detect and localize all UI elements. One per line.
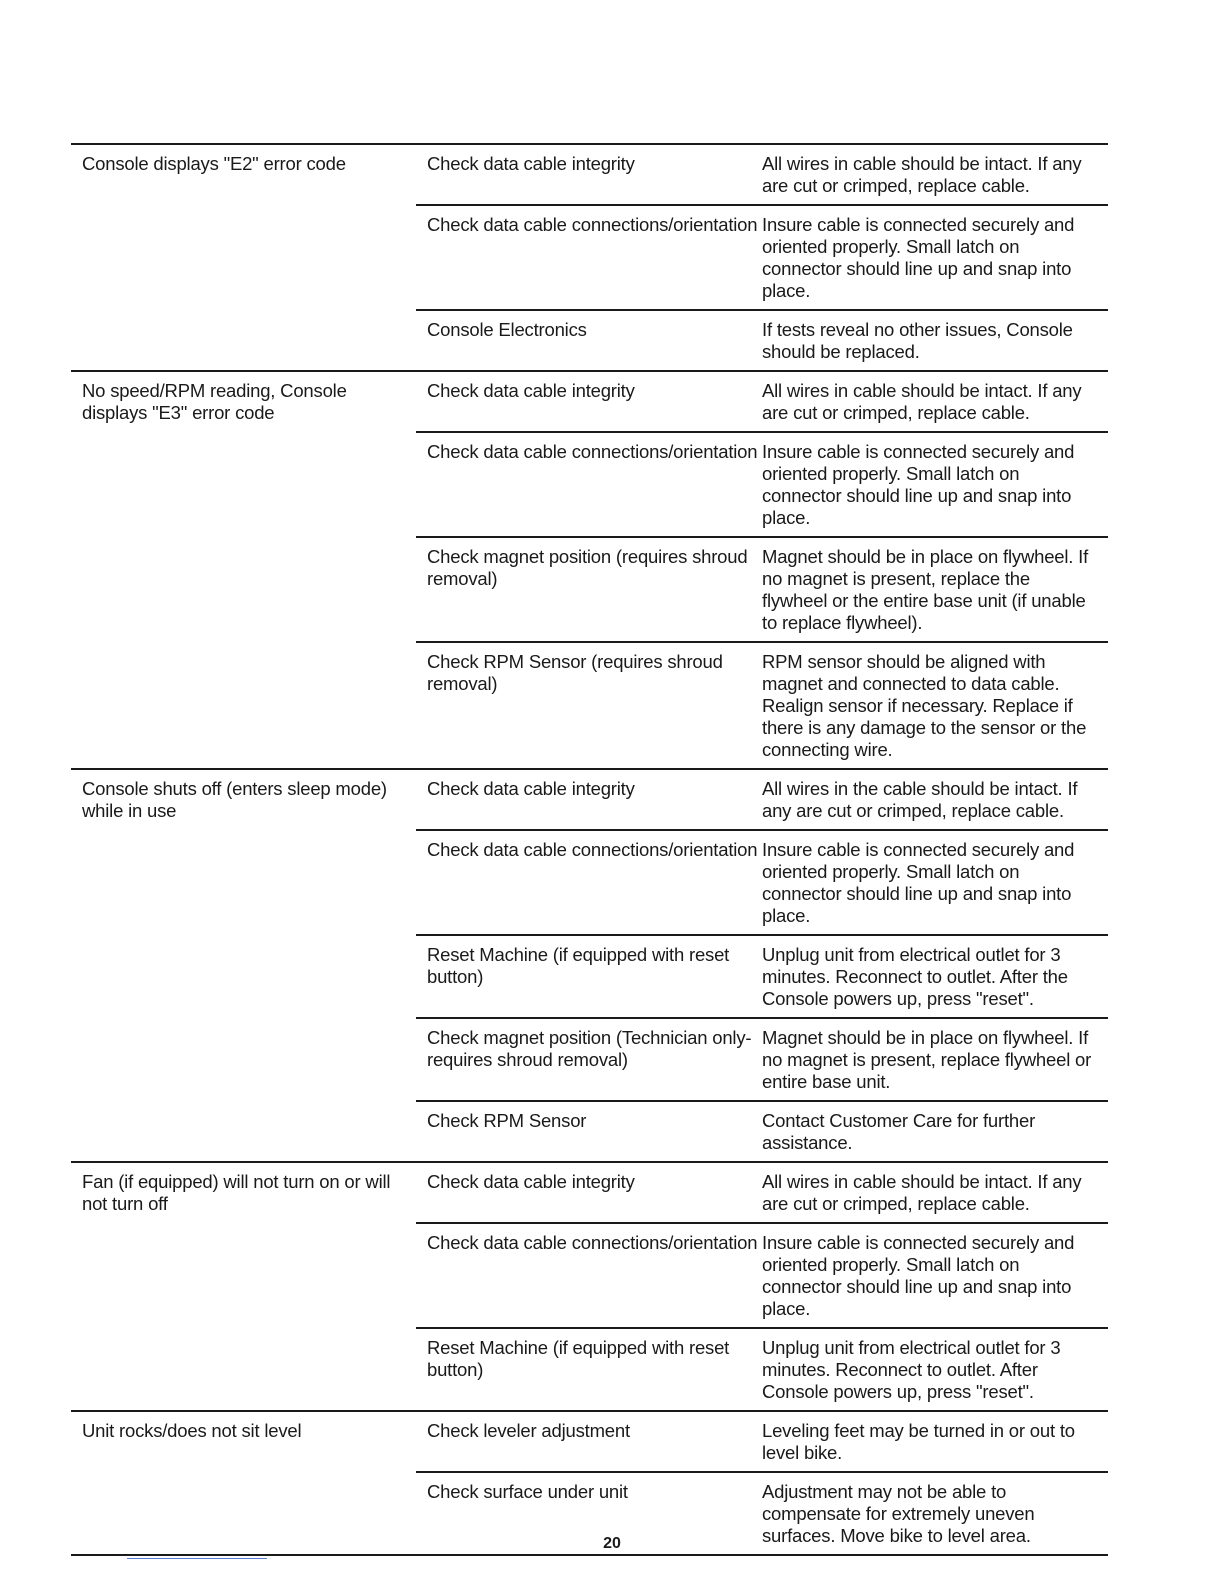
- symptom-cell: No speed/RPM reading, Console displays "E3" error code: [82, 380, 347, 423]
- solution-cell: Insure cable is connected securely and oriented properly. Small latch on connector should line up and snap into place.: [762, 441, 1075, 528]
- check-cell: Check surface under unit: [427, 1481, 628, 1502]
- solution-cell: Leveling feet may be turned in or out to level bike.: [762, 1420, 1075, 1463]
- checks-column: [416, 372, 1108, 768]
- solution-cell: All wires in the cable should be intact. If any are cut or crimped, replace cable.: [762, 778, 1078, 821]
- check-cell: Check magnet position (Technician only- requires shroud removal): [427, 1027, 752, 1070]
- solution-cell: Adjustment may not be able to compensate for extremely uneven surfaces. Move bike to level area.: [762, 1481, 1035, 1546]
- check-cell: Check leveler adjustment: [427, 1420, 630, 1441]
- solution-cell: RPM sensor should be aligned with magnet and connected to data cable. Realign sensor if necessary. Replace if there is any damage to the sensor or the connecting wire.: [762, 651, 1087, 760]
- table-row: [416, 1222, 1108, 1327]
- check-cell: Check data cable integrity: [427, 153, 635, 174]
- solution-cell: Magnet should be in place on flywheel. If no magnet is present, replace the flywheel or the entire base unit (if unable to replace flywheel).: [762, 546, 1089, 633]
- symptom-cell: Console displays "E2" error code: [82, 153, 346, 174]
- table-row: [416, 934, 1108, 1017]
- table-row: [416, 1412, 1108, 1471]
- solution-cell: Contact Customer Care for further assistance.: [762, 1110, 1036, 1153]
- table-row: [416, 145, 1108, 204]
- check-cell: Reset Machine (if equipped with reset button): [427, 944, 730, 987]
- solution-cell: All wires in cable should be intact. If any are cut or crimped, replace cable.: [762, 1171, 1082, 1214]
- symptom-cell: Unit rocks/does not sit level: [82, 1420, 302, 1441]
- table-row: [416, 641, 1108, 768]
- solution-cell: Magnet should be in place on flywheel. If no magnet is present, replace flywheel or entire base unit.: [762, 1027, 1092, 1092]
- page-number: 20: [603, 1535, 621, 1552]
- solution-cell: Insure cable is connected securely and oriented properly. Small latch on connector should line up and snap into place.: [762, 839, 1075, 926]
- solution-cell: If tests reveal no other issues, Console should be replaced.: [762, 319, 1073, 362]
- check-cell: Check magnet position (requires shroud removal): [427, 546, 748, 589]
- table-row: [416, 204, 1108, 309]
- symptom-cell: Fan (if equipped) will not turn on or will not turn off: [82, 1171, 391, 1214]
- table-row: [416, 1017, 1108, 1100]
- checks-column: [416, 145, 1108, 370]
- symptom-group: [71, 145, 1108, 370]
- table-row: [416, 372, 1108, 431]
- symptom-group: [71, 1161, 1108, 1410]
- table-row: [416, 309, 1108, 370]
- symptom-group: [71, 1410, 1108, 1554]
- check-cell: Check data cable connections/orientation: [427, 214, 758, 235]
- check-cell: Check RPM Sensor (requires shroud removal): [427, 651, 723, 694]
- solution-cell: Insure cable is connected securely and oriented properly. Small latch on connector should line up and snap into place.: [762, 214, 1075, 301]
- check-cell: Check data cable integrity: [427, 1171, 635, 1192]
- check-cell: Check RPM Sensor: [427, 1110, 587, 1131]
- table-row: [416, 829, 1108, 934]
- check-cell: Check data cable connections/orientation: [427, 839, 758, 860]
- check-cell: Check data cable connections/orientation: [427, 1232, 758, 1253]
- symptom-group: [71, 370, 1108, 768]
- solution-cell: All wires in cable should be intact. If any are cut or crimped, replace cable.: [762, 380, 1082, 423]
- check-cell: Reset Machine (if equipped with reset button): [427, 1337, 730, 1380]
- table-row: [416, 1163, 1108, 1222]
- check-cell: Check data cable integrity: [427, 380, 635, 401]
- symptom-cell: Console shuts off (enters sleep mode) while in use: [82, 778, 387, 821]
- table-row: [416, 431, 1108, 536]
- symptom-group: [71, 768, 1108, 1161]
- table-row: [416, 1100, 1108, 1161]
- checks-column: [416, 1412, 1108, 1554]
- troubleshooting-table: [71, 143, 1108, 1556]
- table-row: [416, 770, 1108, 829]
- check-cell: Console Electronics: [427, 319, 587, 340]
- table-row: [416, 1327, 1108, 1410]
- footer-divider: [127, 1558, 267, 1559]
- solution-cell: Unplug unit from electrical outlet for 3 minutes. Reconnect to outlet. After the Console powers up, press "reset".: [762, 944, 1068, 1009]
- checks-column: [416, 770, 1108, 1161]
- solution-cell: Unplug unit from electrical outlet for 3 minutes. Reconnect to outlet. After Console powers up, press "reset".: [762, 1337, 1061, 1402]
- checks-column: [416, 1163, 1108, 1410]
- check-cell: Check data cable integrity: [427, 778, 635, 799]
- solution-cell: All wires in cable should be intact. If any are cut or crimped, replace cable.: [762, 153, 1082, 196]
- solution-cell: Insure cable is connected securely and oriented properly. Small latch on connector should line up and snap into place.: [762, 1232, 1075, 1319]
- check-cell: Check data cable connections/orientation: [427, 441, 758, 462]
- table-row: [416, 536, 1108, 641]
